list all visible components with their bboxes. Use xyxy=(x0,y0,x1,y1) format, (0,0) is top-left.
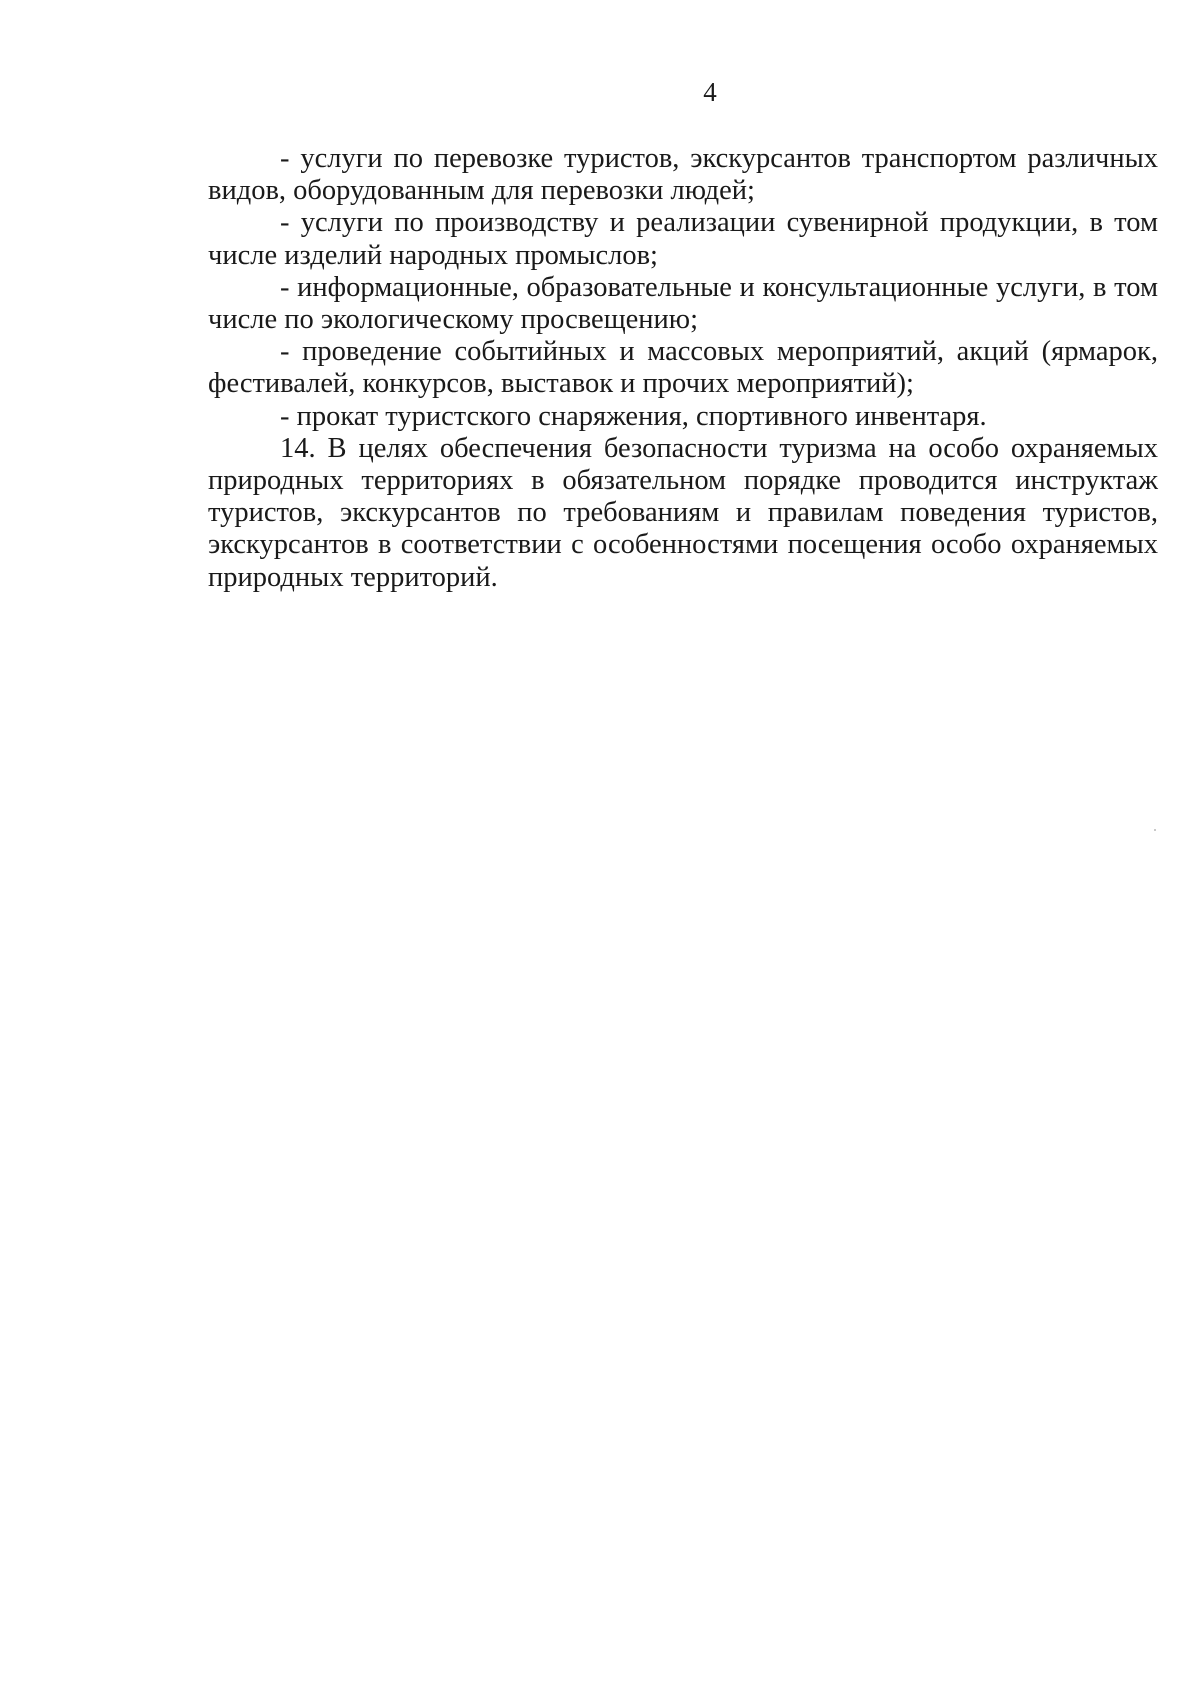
list-item-souvenir-services: - услуги по производству и реализации сувенирной продукции, в том числе изделий народных промыслов; xyxy=(208,207,1158,271)
list-item-events: - проведение событийных и массовых мероприятий, акций (ярмарок, фестивалей, конкурсов, выставок и прочих мероприятий); xyxy=(208,336,1158,400)
scan-speck xyxy=(1154,829,1156,831)
list-item-information-services: - информационные, образовательные и консультационные услуги, в том числе по экологическому просвещению; xyxy=(208,271,1158,336)
list-item-equipment-rental: - прокат туристского снаряжения, спортивного инвентаря. xyxy=(280,400,987,432)
page-number: 4 xyxy=(703,77,717,107)
document-body xyxy=(208,143,1158,594)
list-item-transport-services: - услуги по перевозке туристов, экскурсантов транспортом различных видов, оборудованным для перевозки людей; xyxy=(208,143,1158,207)
clause-14-safety-briefing: 14. В целях обеспечения безопасности туризма на особо охраняемых природных территориях в обязательном порядке проводится инструктаж туристов, экскурсантов по требованиям и правилам поведения туристов, экскурсантов в соответствии с особенностями посещения особо охраняемых природных территорий. xyxy=(208,432,1158,593)
